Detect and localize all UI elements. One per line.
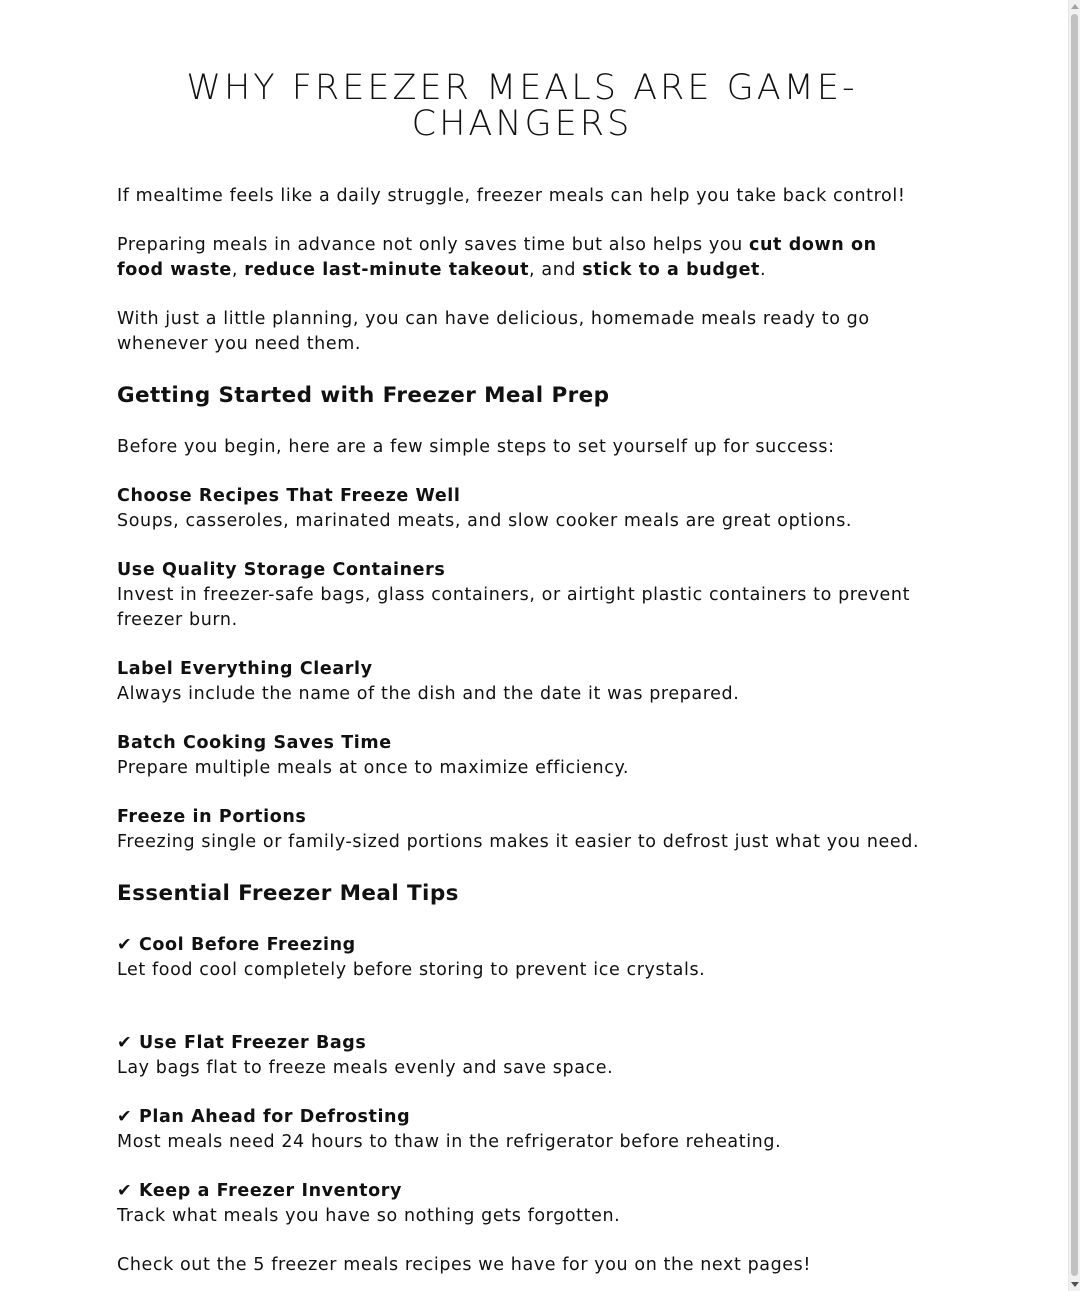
checkmark-icon: ✔ xyxy=(117,935,133,955)
step-title: Freeze in Portions xyxy=(117,807,307,827)
page-title: WHY FREEZER MEALS ARE GAME-CHANGERS xyxy=(186,68,858,144)
intro-paragraph-2 xyxy=(117,233,927,283)
tip-item xyxy=(117,933,927,983)
step-item xyxy=(117,558,927,633)
scroll-down-arrow-icon[interactable] xyxy=(1071,1282,1079,1287)
step-description: Soups, casseroles, marinated meats, and slow cooker meals are great options. xyxy=(117,511,853,531)
checkmark-icon: ✔ xyxy=(117,1107,133,1127)
intro-p2-bold-takeout: reduce last-minute takeout xyxy=(244,260,530,280)
intro-p2-sep2: , and xyxy=(529,260,583,280)
tip-description: Most meals need 24 hours to thaw in the refrigerator before reheating. xyxy=(117,1132,782,1152)
checkmark-icon: ✔ xyxy=(117,1033,133,1053)
getting-started-lead: Before you begin, here are a few simple steps to set yourself up for success: xyxy=(117,437,835,457)
step-title: Use Quality Storage Containers xyxy=(117,560,446,580)
tip-item xyxy=(117,1105,927,1155)
section-heading-tips: Essential Freezer Meal Tips xyxy=(117,881,459,906)
tip-description: Track what meals you have so nothing gets forgotten. xyxy=(117,1206,621,1226)
intro-p2-sep1: , xyxy=(231,260,245,280)
step-item xyxy=(117,657,927,707)
vertical-scrollbar[interactable] xyxy=(1068,0,1080,1291)
intro-paragraph-3: With just a little planning, you can have delicious, homemade meals ready to go whenever you need them. xyxy=(117,309,870,354)
tip-title-line xyxy=(117,1179,927,1204)
tip-description: Let food cool completely before storing to prevent ice crystals. xyxy=(117,960,706,980)
step-description: Always include the name of the dish and the date it was prepared. xyxy=(117,684,740,704)
intro-paragraph-1: If mealtime feels like a daily struggle, freezer meals can help you take back control! xyxy=(117,186,906,206)
intro-p2-end: . xyxy=(760,260,767,280)
step-description: Prepare multiple meals at once to maximize efficiency. xyxy=(117,758,630,778)
scrollbar-thumb[interactable] xyxy=(1071,14,1078,1276)
intro-p2-bold-budget: stick to a budget xyxy=(582,260,761,280)
tip-title-line xyxy=(117,933,927,958)
scroll-up-arrow-icon[interactable] xyxy=(1071,4,1079,9)
tip-title-line xyxy=(117,1031,927,1056)
step-description: Freezing single or family-sized portions makes it easier to defrost just what you need. xyxy=(117,832,920,852)
tip-description: Lay bags flat to freeze meals evenly and save space. xyxy=(117,1058,614,1078)
step-title: Batch Cooking Saves Time xyxy=(117,733,392,753)
tip-title: Keep a Freezer Inventory xyxy=(138,1181,402,1201)
checkmark-icon: ✔ xyxy=(117,1181,133,1201)
step-description: Invest in freezer-safe bags, glass containers, or airtight plastic containers to prevent freezer burn. xyxy=(117,585,911,630)
step-item xyxy=(117,731,927,781)
step-item xyxy=(117,484,927,534)
step-title: Label Everything Clearly xyxy=(117,659,373,679)
tip-title: Cool Before Freezing xyxy=(138,935,356,955)
section-heading-getting-started: Getting Started with Freezer Meal Prep xyxy=(117,383,610,408)
document-content xyxy=(117,70,927,1291)
step-item xyxy=(117,805,927,855)
step-title: Choose Recipes That Freeze Well xyxy=(117,486,461,506)
outro-paragraph: Check out the 5 freezer meals recipes we have for you on the next pages! xyxy=(117,1255,812,1275)
tip-item xyxy=(117,1031,927,1081)
tip-title: Plan Ahead for Defrosting xyxy=(138,1107,411,1127)
intro-p2-bold-waste: cut down on food waste xyxy=(117,235,877,280)
intro-p2-text: Preparing meals in advance not only saves time but also helps you xyxy=(117,235,749,255)
tip-title-line xyxy=(117,1105,927,1130)
tip-item xyxy=(117,1179,927,1229)
tip-title: Use Flat Freezer Bags xyxy=(138,1033,367,1053)
